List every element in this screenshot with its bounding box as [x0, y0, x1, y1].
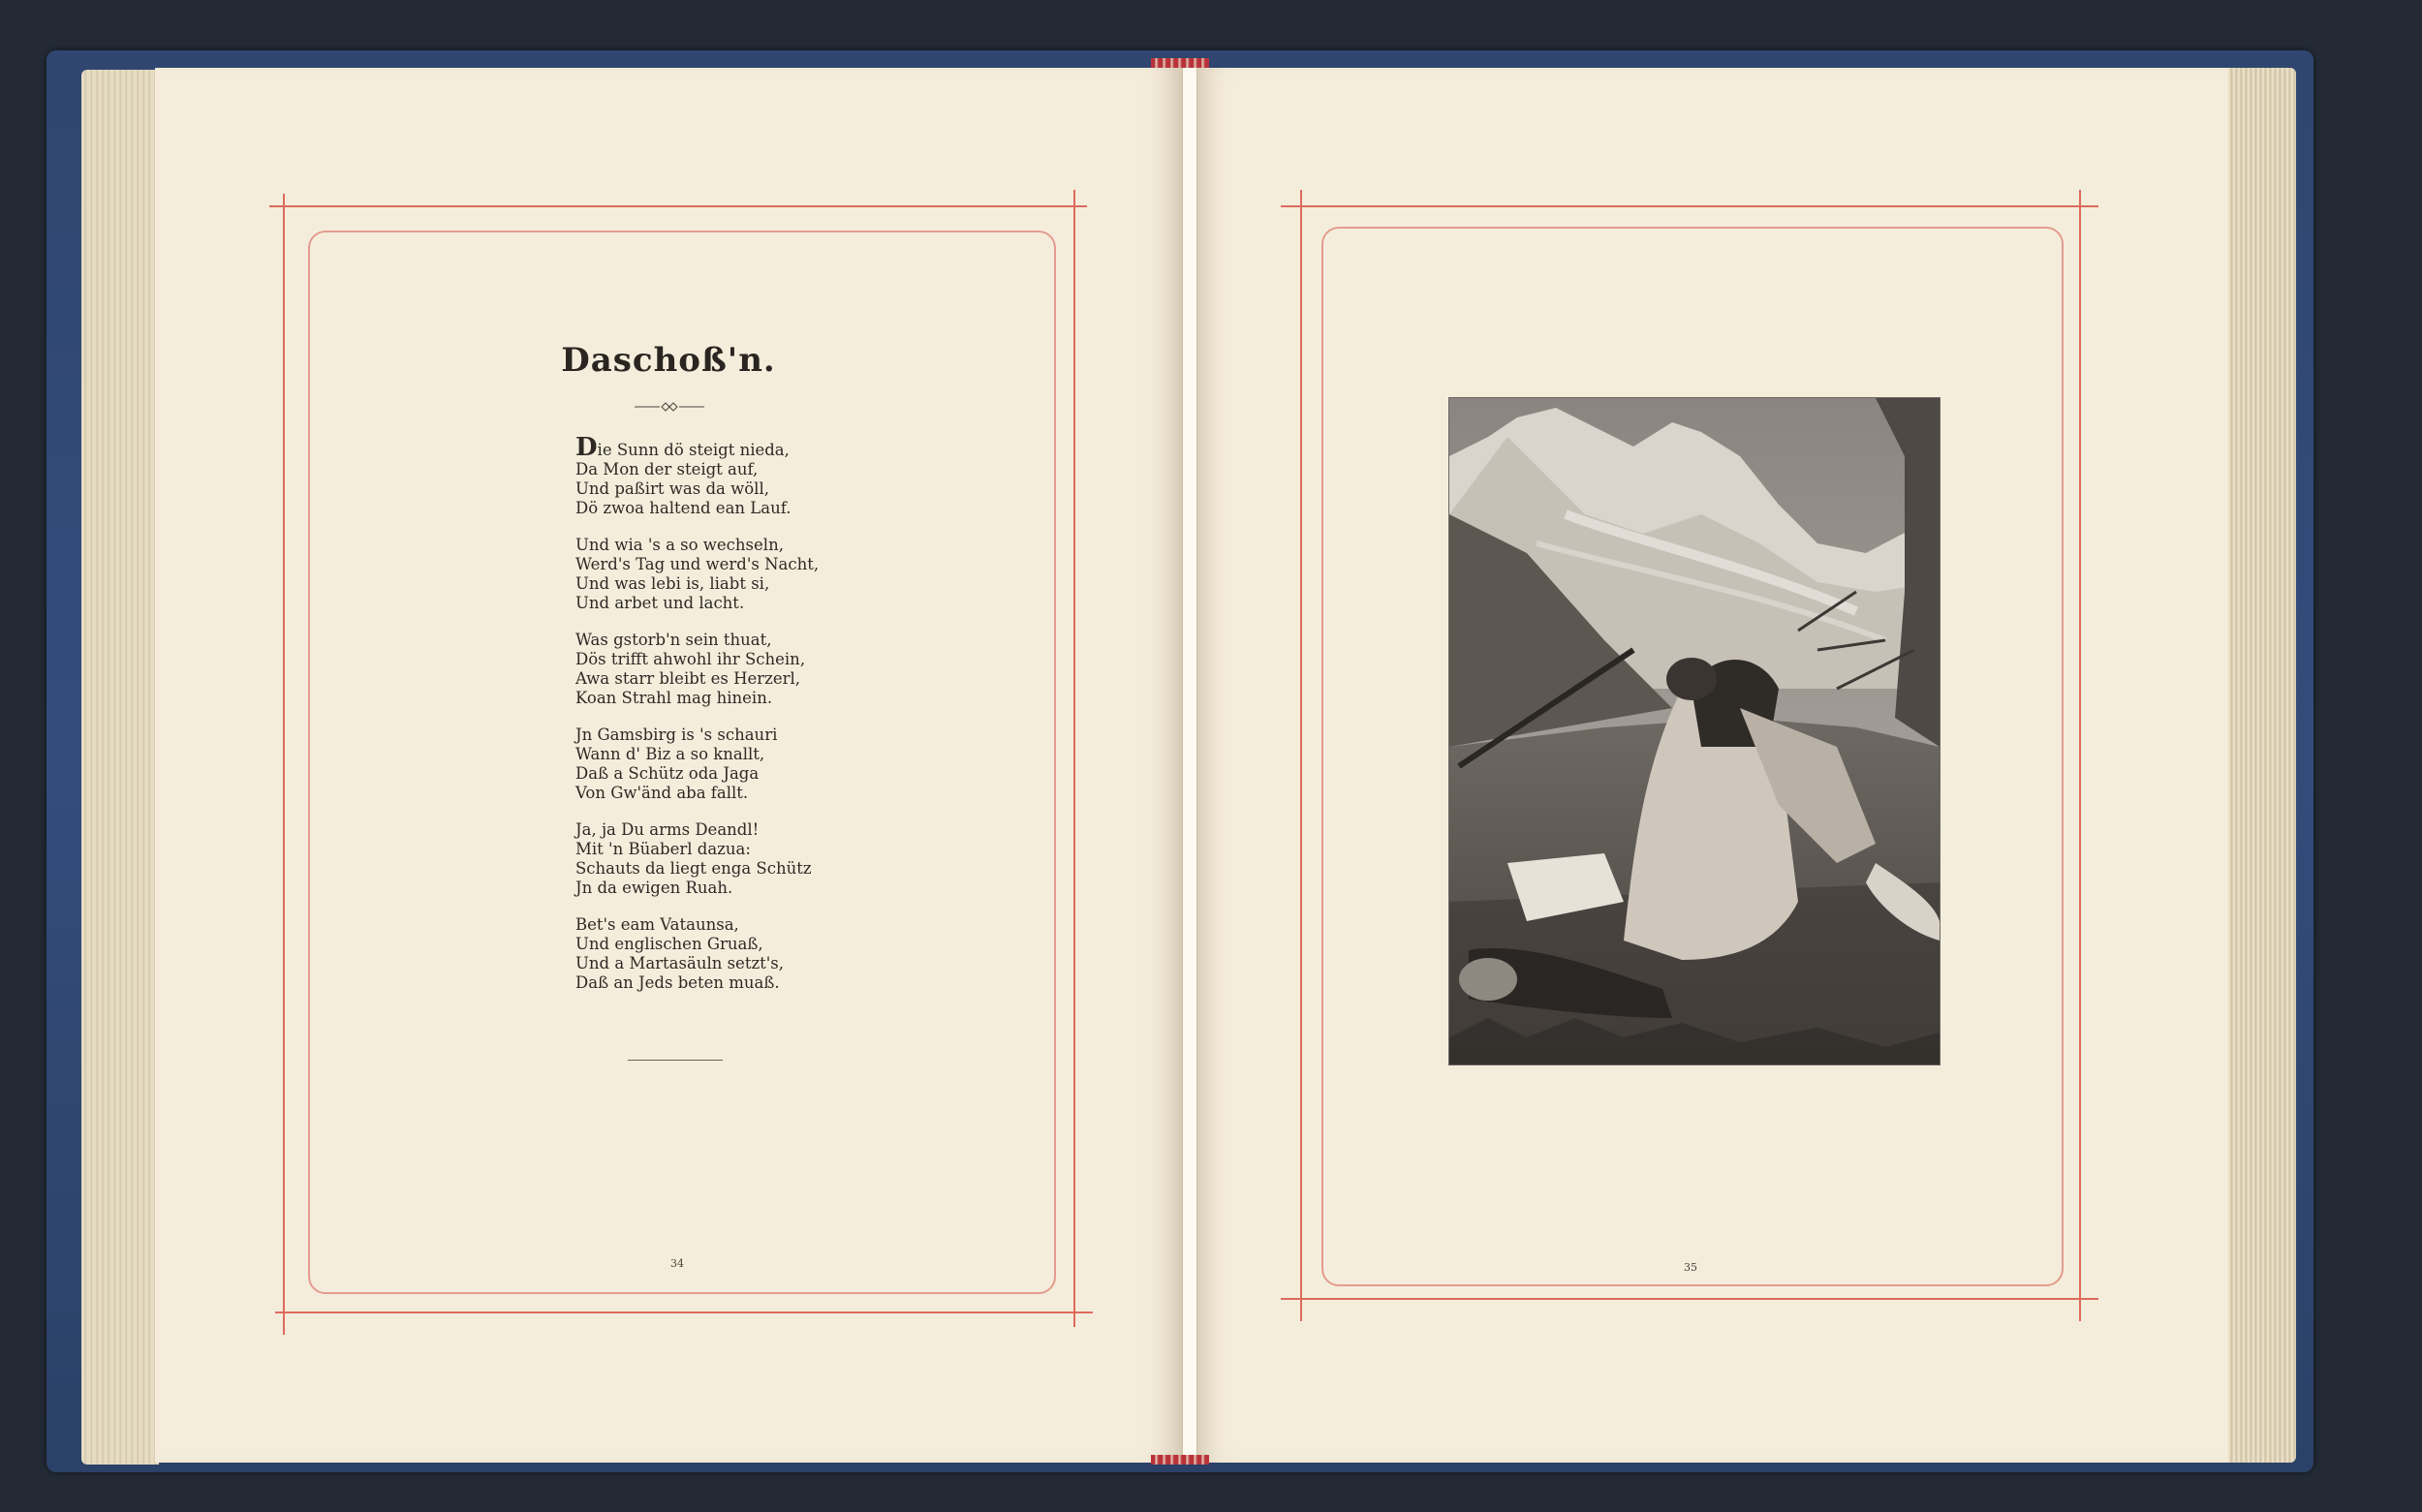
poem-line	[575, 784, 924, 803]
ornament-divider	[635, 397, 704, 417]
poem-line	[575, 725, 924, 745]
red-rule-top	[269, 205, 1087, 207]
poem-line	[575, 669, 924, 689]
poem-line	[575, 433, 924, 462]
poem-stanza	[575, 915, 924, 993]
page-number-right: 35	[1684, 1261, 1697, 1274]
poem-line	[575, 745, 924, 764]
poem-line	[575, 820, 924, 840]
poem-line	[575, 650, 924, 669]
red-rule-left	[283, 194, 285, 1335]
poem-line	[575, 915, 924, 935]
poem-line	[575, 536, 924, 555]
poem-line-text: Daß an Jeds beten muaß.	[575, 973, 780, 992]
poem-line-text: Bet's eam Vataunsa,	[575, 915, 739, 934]
poem-line-text: Wann d' Biz a so knallt,	[575, 745, 765, 763]
poem-stanza	[575, 820, 924, 898]
poem-line-text: Und arbet und lacht.	[575, 594, 745, 612]
poem-line-text: Und wia 's a so wechseln,	[575, 536, 784, 554]
red-rule-right-right	[2079, 190, 2081, 1321]
poem-stanza	[575, 631, 924, 708]
end-rule	[628, 1060, 723, 1061]
poem-line	[575, 594, 924, 613]
poem-line	[575, 574, 924, 594]
poem-line	[575, 479, 924, 499]
poem-title: Daschoß'n.	[561, 341, 776, 380]
page-number-left: 34	[670, 1257, 684, 1270]
poem-line-text: Und englischen Gruaß,	[575, 935, 763, 953]
red-rule-right	[1073, 190, 1075, 1327]
page-edges-left	[81, 70, 159, 1465]
poem-line	[575, 460, 924, 479]
poem-line	[575, 859, 924, 879]
poem-line-text: Koan Strahl mag hinein.	[575, 689, 773, 707]
gutter	[1182, 64, 1197, 1465]
poem-line	[575, 689, 924, 708]
poem-body	[575, 433, 924, 1010]
poem-stanza	[575, 536, 924, 613]
poem-line-text: Jn da ewigen Ruah.	[575, 879, 733, 897]
drop-cap: D	[575, 433, 598, 462]
poem-line	[575, 499, 924, 518]
poem-line-text: Von Gw'änd aba fallt.	[575, 784, 749, 802]
poem-line-text: Mit 'n Büaberl dazua:	[575, 840, 751, 858]
poem-line	[575, 555, 924, 574]
page-edges-right	[2223, 68, 2296, 1463]
poem-line-text: Und paßirt was da wöll,	[575, 479, 769, 498]
poem-line-text: Und a Martasäuln setzt's,	[575, 954, 785, 972]
poem-line	[575, 631, 924, 650]
alpine-scene-photograph	[1448, 397, 1941, 1065]
poem-line	[575, 764, 924, 784]
poem-line-text: Schauts da liegt enga Schütz	[575, 859, 812, 878]
poem-line-text: Dö zwoa haltend ean Lauf.	[575, 499, 792, 517]
red-rule-left-right	[1300, 190, 1302, 1321]
poem-line	[575, 954, 924, 973]
red-rule-bottom-right	[1281, 1298, 2098, 1300]
poem-line-text: Daß a Schütz oda Jaga	[575, 764, 760, 783]
red-rule-top-right	[1281, 205, 2098, 207]
poem-line	[575, 840, 924, 859]
poem-line-text: Ja, ja Du arms Deandl!	[575, 820, 760, 839]
poem-line	[575, 935, 924, 954]
poem-line-text: Da Mon der steigt auf,	[575, 460, 759, 478]
poem-line-text: Jn Gamsbirg is 's schauri	[575, 725, 778, 744]
poem-line	[575, 973, 924, 993]
poem-line-text: Dös trifft ahwohl ihr Schein,	[575, 650, 806, 668]
poem-line-text: Und was lebi is, liabt si,	[575, 574, 770, 593]
poem-line-text: ie Sunn dö steigt nieda,	[597, 441, 790, 459]
red-rule-bottom	[275, 1311, 1093, 1313]
poem-line-text: Werd's Tag und werd's Nacht,	[575, 555, 820, 573]
bookmark-ribbon-bottom	[1151, 1455, 1209, 1465]
poem-line	[575, 879, 924, 898]
poem-stanza	[575, 433, 924, 518]
bookmark-ribbon-top	[1151, 58, 1209, 68]
poem-stanza	[575, 725, 924, 803]
poem-line-text: Awa starr bleibt es Herzerl,	[575, 669, 801, 688]
poem-line-text: Was gstorb'n sein thuat,	[575, 631, 772, 649]
